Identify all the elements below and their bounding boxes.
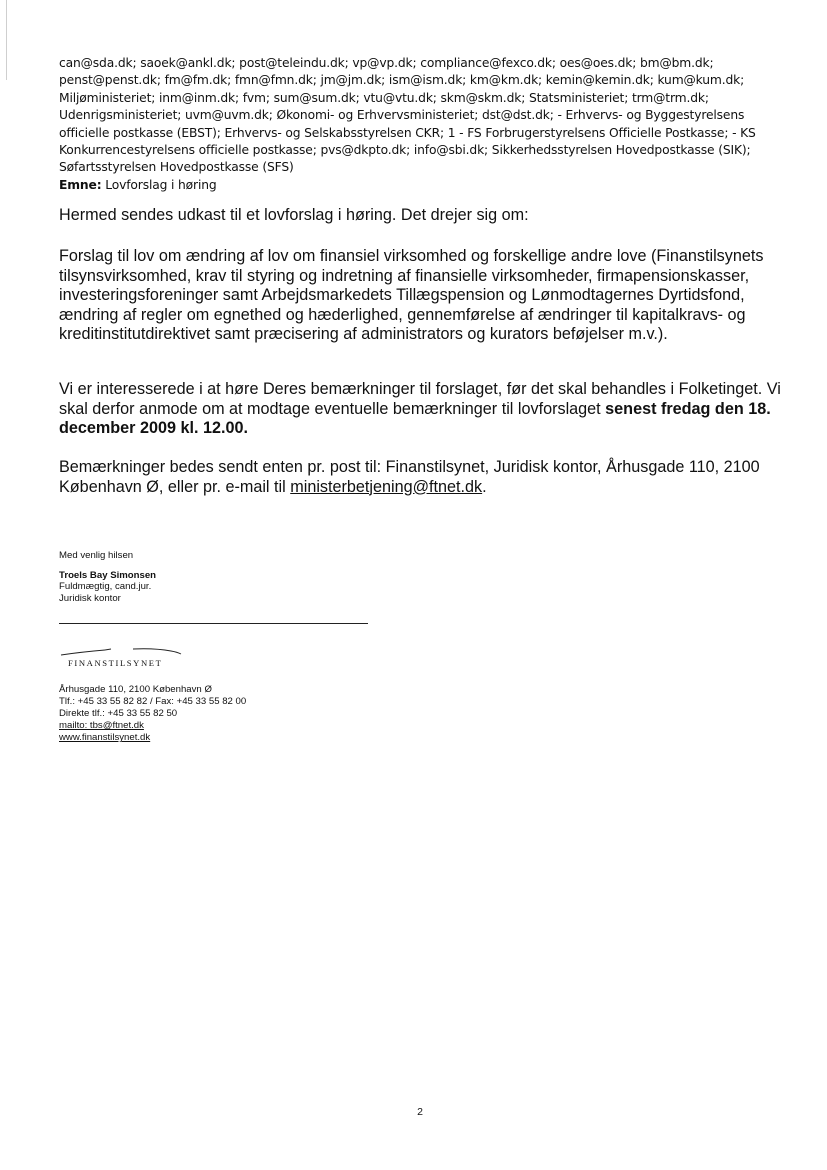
signature-divider	[59, 623, 368, 624]
contact-phone-fax: Tlf.: +45 33 55 82 82 / Fax: +45 33 55 82 00	[59, 696, 247, 708]
recipients-line: penst@penst.dk; fm@fm.dk; fmn@fmn.dk; jm@jm.dk; ism@ism.dk; km@km.dk; kemin@kemin.dk; kum@kum.dk;	[59, 73, 745, 88]
recipients-line: Søfartsstyrelsen Hovedpostkasse (SFS)	[59, 160, 294, 175]
signature-title: Fuldmægtig, cand.jur.	[59, 581, 152, 592]
contact-block	[59, 684, 246, 744]
contact-website-link[interactable]: www.finanstilsynet.dk	[59, 732, 151, 744]
page-number: 2	[417, 1106, 423, 1118]
submission-paragraph	[59, 458, 799, 497]
recipients-line: Konkurrencestyrelsens officielle postkasse; pvs@dkpto.dk; info@sbi.dk; Sikkerhedsstyrelsen Hovedpostkasse (SIK);	[59, 143, 751, 158]
signature-name: Troels Bay Simonsen	[59, 569, 157, 581]
recipients-line: Udenrigsministeriet; uvm@uvm.dk; Økonomi- og Erhvervsministeriet; dst@dst.dk; - Erhvervs- og Byggestyrelsens	[59, 108, 745, 123]
submission-end: .	[482, 477, 487, 496]
deadline-request-text: Vi er interesserede i at høre Deres bemærkninger til forslaget, før det skal behandles i Folketinget. Vi skal derfor anmode om at modtage eventuelle bemærkninger til lovforslaget	[59, 380, 781, 418]
subject-label: Emne:	[59, 177, 102, 192]
submission-text: Bemærkninger bedes sendt enten pr. post til: Finanstilsynet, Juridisk kontor, Århusgade 110, 2100 København Ø, eller pr. e-mail til	[59, 458, 760, 496]
recipients-block	[59, 55, 779, 194]
contact-mailto-link[interactable]: mailto: tbs@ftnet.dk	[59, 720, 144, 732]
deadline-paragraph	[59, 380, 799, 439]
recipients-line: officielle postkasse (EBST); Erhvervs- og Selskabsstyrelsen CKR; 1 - FS Forbrugerstyrelsens Officielle Postkasse; - KS	[59, 125, 756, 140]
subject-value: Lovforslag i høring	[105, 177, 217, 192]
intro-paragraph: Hermed sendes udkast til et lovforslag i høring. Det drejer sig om:	[59, 206, 529, 224]
recipients-line: can@sda.dk; saoek@ankl.dk; post@teleindu.dk; vp@vp.dk; compliance@fexco.dk; oes@oes.dk; bm@bm.dk;	[59, 56, 714, 70]
logo-text: FINANSTILSYNET	[68, 658, 163, 668]
signature-department: Juridisk kontor	[59, 593, 121, 604]
ministerbetjening-email-link[interactable]: ministerbetjening@ftnet.dk	[290, 477, 483, 496]
subject-line	[59, 177, 779, 194]
contact-address: Århusgade 110, 2100 København Ø	[59, 684, 212, 695]
left-margin-rule	[6, 0, 7, 80]
recipients-line: Miljøministeriet; inm@inm.dk; fvm; sum@sum.dk; vtu@vtu.dk; skm@skm.dk; Statsministeriet; trm@trm.dk;	[59, 90, 709, 105]
signature-greeting: Med venlig hilsen	[59, 549, 134, 561]
logo-swoosh-icon	[59, 644, 189, 656]
bill-description-paragraph: Forslag til lov om ændring af lov om finansiel virksomhed og forskellige andre love (Finanstilsynets tilsynsvirksomhed, krav til styring og indretning af finansielle virksomheder, firmapensionskasser, investeringsforeninger samt Arbejdsmarkedets Tillægspension og Lønmodtagernes Dyrtidsfond, ændring af regler om egnethed og hæderlighed, gennemførelse af ændringer til kapitalkravs- og kreditinstitutdirektivet samt præcisering af administrators og kurators beføjelser m.v.).	[59, 247, 764, 343]
finanstilsynet-logo	[59, 644, 189, 672]
signature-title-block	[59, 581, 151, 605]
contact-direct-phone: Direkte tlf.: +45 33 55 82 50	[59, 708, 178, 720]
deadline-date: senest fredag den 18. december 2009 kl. 12.00.	[59, 399, 771, 437]
